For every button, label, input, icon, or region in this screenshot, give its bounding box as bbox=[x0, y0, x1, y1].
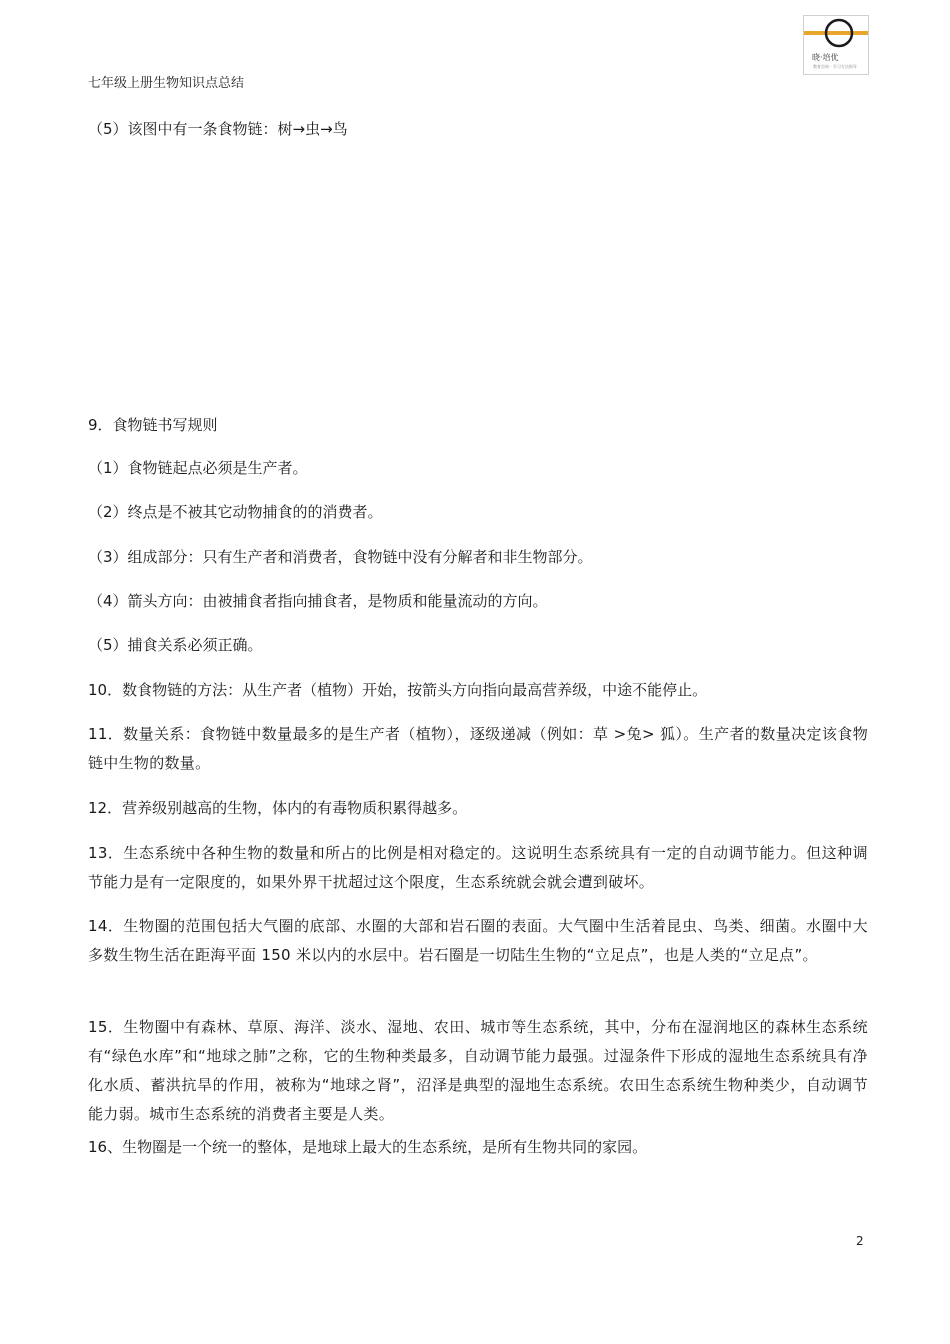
paragraph-11: 11．数量关系：食物链中数量最多的是生产者（植物），逐级递减（例如：草 >兔> 狐）。生产者的数量决定该食物链中生物的数量。 bbox=[88, 725, 868, 772]
rule-item: （3）组成部分：只有生产者和消费者，食物链中没有分解者和非生物部分。 bbox=[88, 548, 593, 566]
paragraph-15: 15．生物圈中有森林、草原、海洋、淡水、湿地、农田、城市等生态系统，其中，分布在湿润地区的森林生态系统有“绿色水库”和“地球之肺”之称，它的生物种类最多，自动调节能力最强。过湿条件下形成的湿地生态系统具有净化水质、蓄洪抗旱的作用，被称为“地球之肾”，沼泽是典型的湿地生态系统。农田生态系统生物种类少，自动调节能力弱。城市生态系统的消费者主要是人类。 bbox=[88, 1018, 868, 1123]
paragraph-14: 14．生物圈的范围包括大气圈的底部、水圈的大部和岩石圈的表面。大气圈中生活着昆虫、鸟类、细菌。水圈中大多数生物生活在距海平面 150 米以内的水层中。岩石圈是一切陆生生物的“立足点”，也是人类的“立足点”。 bbox=[88, 917, 868, 964]
rule-item: （2）终点是不被其它动物捕食的的消费者。 bbox=[88, 503, 383, 521]
logo-subtitle: 教育咨询 · 学习方法指导 bbox=[813, 64, 857, 69]
document-header-title: 七年级上册生物知识点总结 bbox=[88, 76, 245, 91]
section-9-title: 9．食物链书写规则 bbox=[88, 416, 218, 434]
paragraph-13: 13．生态系统中各种生物的数量和所占的比例是相对稳定的。这说明生态系统具有一定的自动调节能力。但这种调节能力是有一定限度的，如果外界干扰超过这个限度，生态系统就会就会遭到破坏。 bbox=[88, 844, 868, 891]
logo-name: 晓·培优 bbox=[812, 53, 839, 62]
rule-item: （5）捕食关系必须正确。 bbox=[88, 636, 263, 654]
rule-item: （4）箭头方向：由被捕食者指向捕食者，是物质和能量流动的方向。 bbox=[88, 592, 548, 610]
page-number: 2 bbox=[856, 1234, 864, 1248]
rule-item: （1）食物链起点必须是生产者。 bbox=[88, 459, 308, 477]
paragraph-10: 10．数食物链的方法：从生产者（植物）开始，按箭头方向指向最高营养级，中途不能停止。 bbox=[88, 681, 708, 699]
brand-logo bbox=[803, 15, 869, 75]
paragraph-12: 12．营养级别越高的生物，体内的有毒物质积累得越多。 bbox=[88, 799, 468, 817]
food-chain-example: （5）该图中有一条食物链：树→虫→鸟 bbox=[88, 120, 348, 138]
paragraph-16: 16、生物圈是一个统一的整体，是地球上最大的生态系统，是所有生物共同的家园。 bbox=[88, 1138, 648, 1156]
